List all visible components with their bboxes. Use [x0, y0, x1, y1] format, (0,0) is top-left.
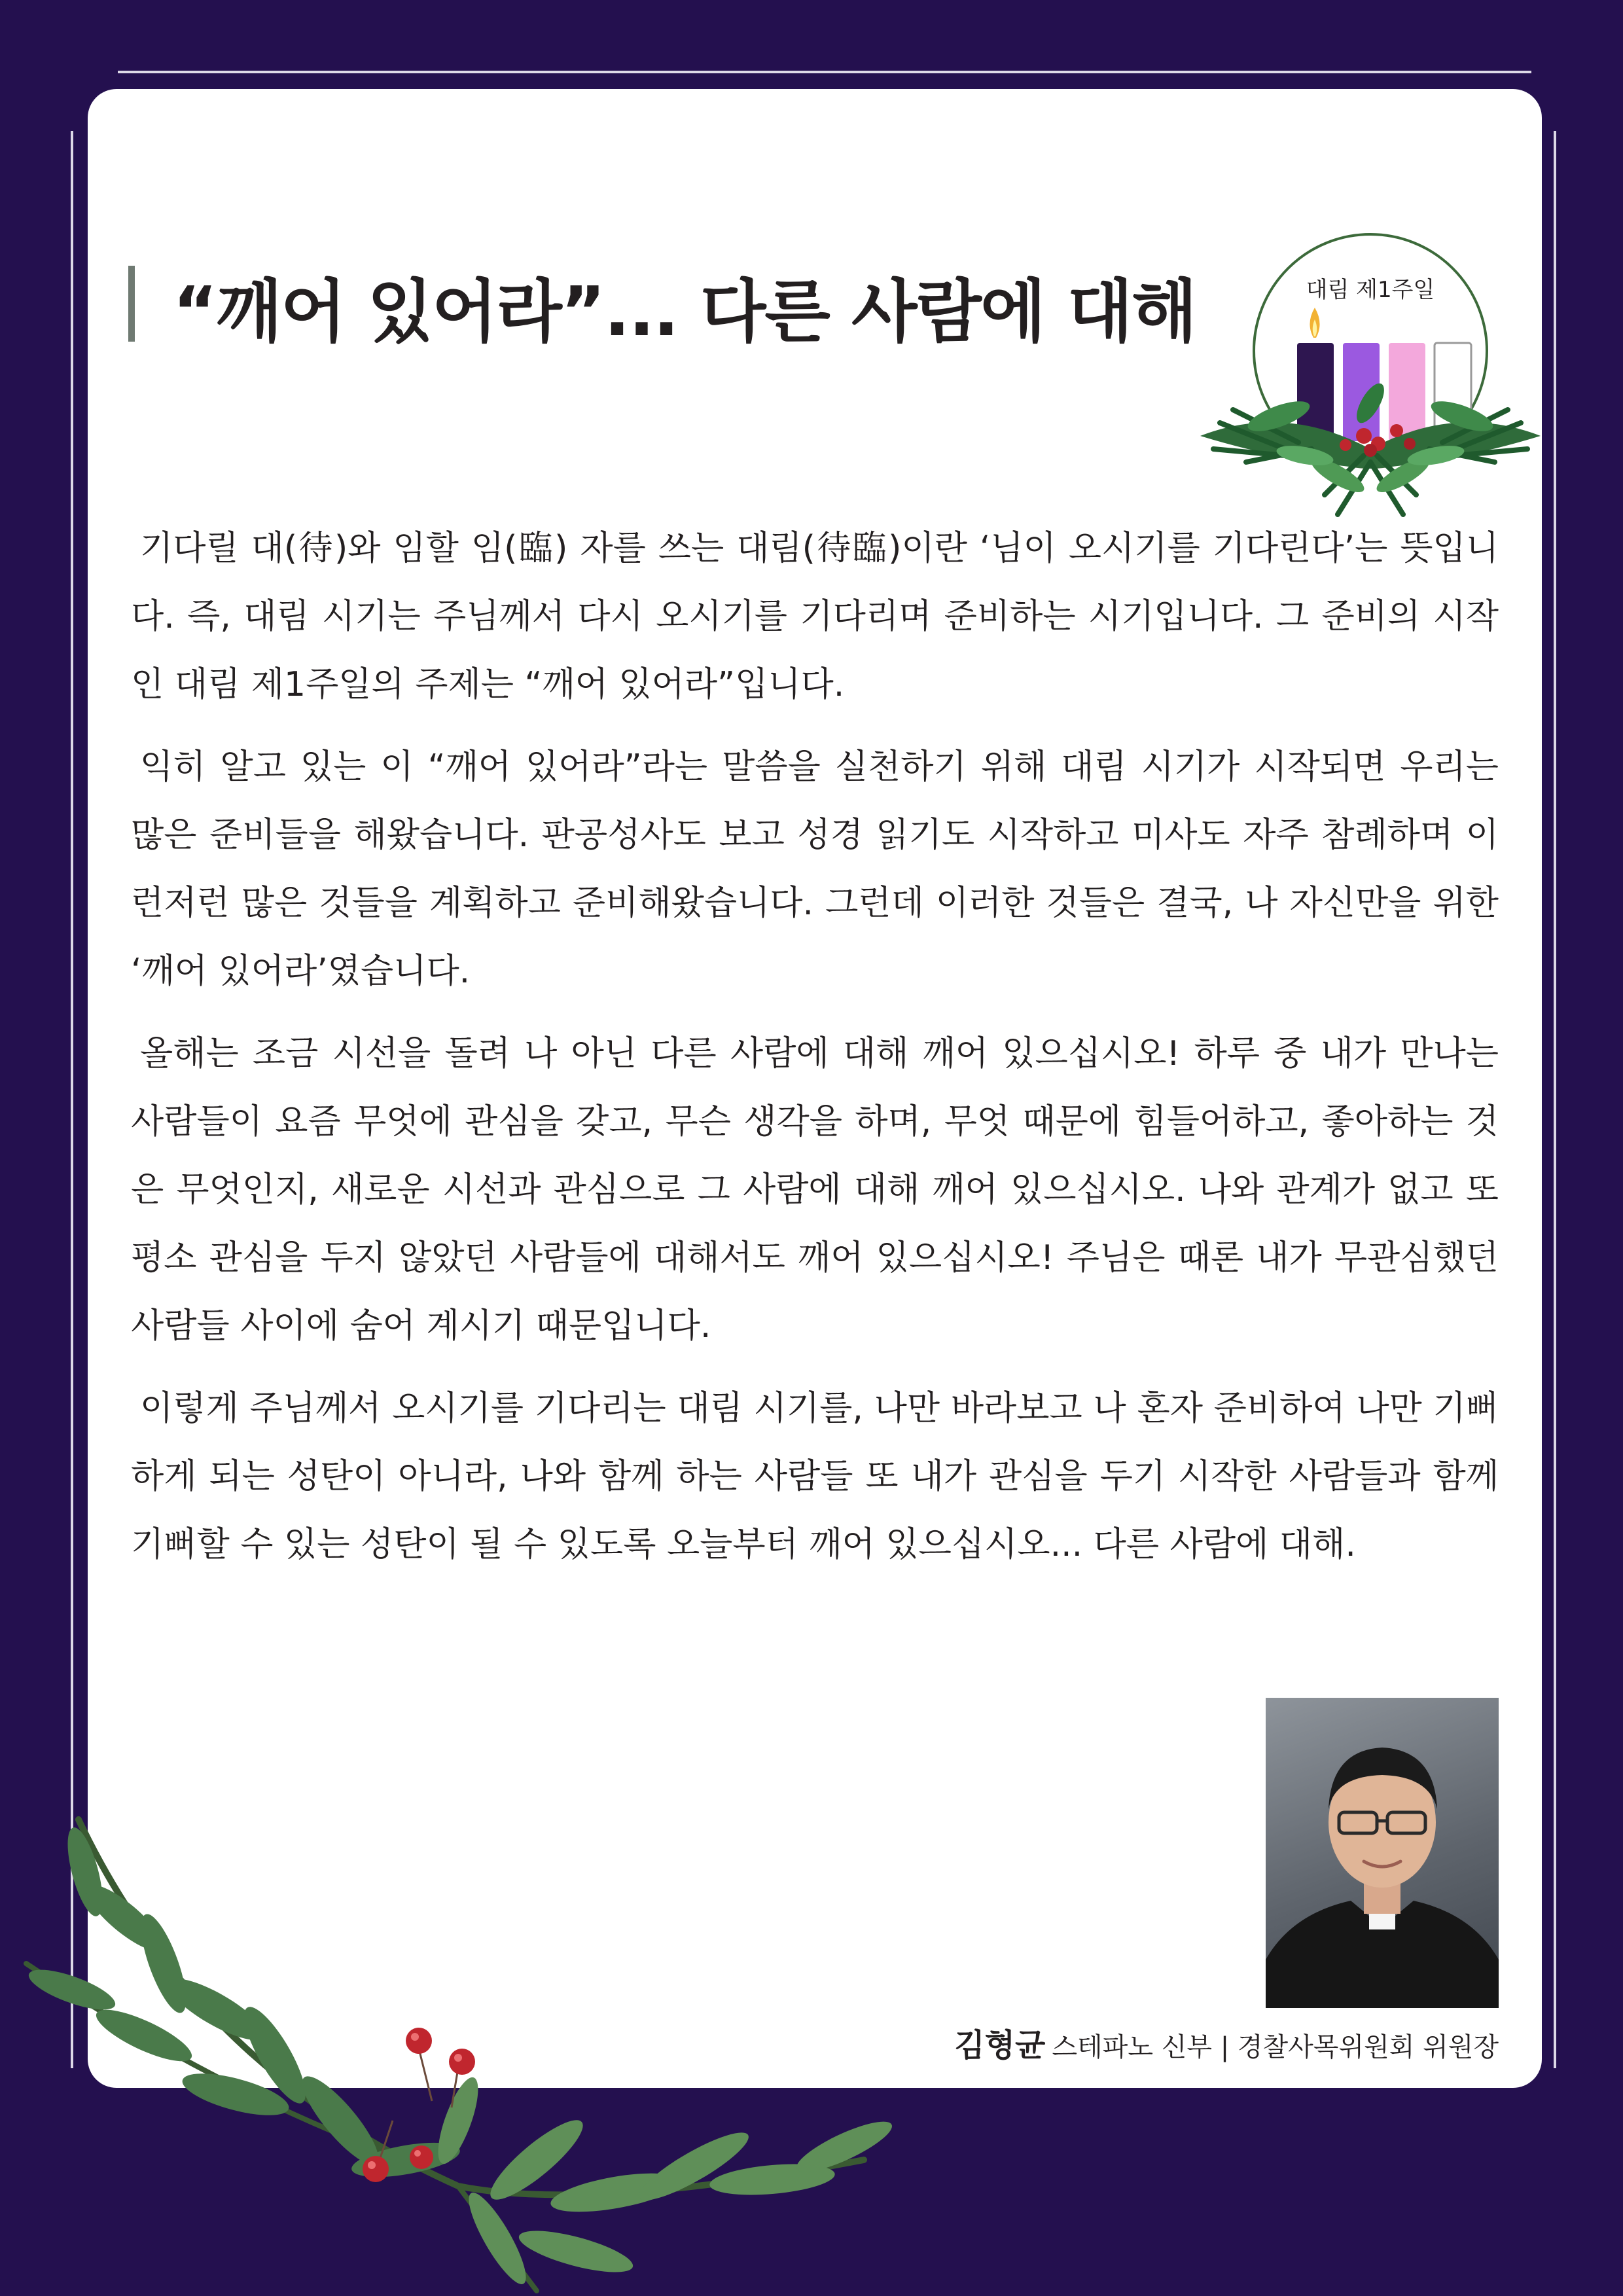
advent-wreath-badge	[1174, 187, 1542, 554]
paragraph-3: 올해는 조금 시선을 돌려 나 아닌 다른 사람에 대해 깨어 있으십시오! 하루 중 내가 만나는 사람들이 요즘 무엇에 관심을 갖고, 무슨 생각을 하며, 무엇 때문에 힘들어하고, 좋아하는 것은 무엇인지, 새로운 시선과 관심으로 그 사람에 대해 깨어 있으십시오. 나와 관계가 없고 또 평소 관심을 두지 않았던 사람들에 대해서도 깨어 있으십시오! 주님은 때론 내가 무관심했던 사람들 사이에 숨어 계시기 때문입니다.	[131, 1034, 1499, 1346]
olive-branch-berries-icon	[0, 1793, 916, 2296]
candle-group	[1297, 308, 1471, 441]
author-byline	[954, 2020, 1499, 2065]
title-accent-bar	[128, 266, 135, 342]
paragraph-4: 이렇게 주님께서 오시기를 기다리는 대림 시기를, 나만 바라보고 나 혼자 준비하여 나만 기뻐하게 되는 성탄이 아니라, 나와 함께 하는 사람들 또 내가 관심을 두기 시작한 사람들과 함께 기뻐할 수 있는 성탄이 될 수 있도록 오늘부터 깨어 있으십시오... 다른 사람에 대해.	[131, 1389, 1499, 1564]
author-photo	[1266, 1698, 1499, 2008]
article-title: “깨어 있어라”... 다른 사람에 대해	[173, 272, 1196, 351]
article-body	[131, 514, 1499, 1593]
badge-label: 대림 제1주일	[1306, 277, 1435, 303]
paper-edge-left	[71, 131, 73, 2068]
paragraph-2: 익히 알고 있는 이 “깨어 있어라”라는 말씀을 실천하기 위해 대림 시기가 시작되면 우리는 많은 준비들을 해왔습니다. 판공성사도 보고 성경 읽기도 시작하고 미사도 자주 참례하며 이런저런 많은 것들을 계획하고 준비해왔습니다. 그런데 이러한 것들은 결국, 나 자신만을 위한 ‘깨어 있어라’였습니다.	[131, 747, 1499, 991]
author-name: 김형균	[954, 2027, 1046, 2064]
article-card	[88, 89, 1542, 2088]
paper-edge-top	[118, 71, 1531, 73]
priest-portrait-icon	[1266, 1698, 1499, 2008]
paragraph-1: 기다릴 대(待)와 임할 임(臨) 자를 쓰는 대림(待臨)이란 ‘님이 오시기를 기다린다’는 뜻입니다. 즉, 대림 시기는 주님께서 다시 오시기를 기다리며 준비하는 시기입니다. 그 준비의 시작인 대림 제1주일의 주제는 “깨어 있어라”입니다.	[131, 529, 1499, 704]
paper-edge-right	[1554, 131, 1556, 2068]
author-role: 스테파노 신부 | 경찰사목위원회 위원장	[1052, 2032, 1499, 2062]
